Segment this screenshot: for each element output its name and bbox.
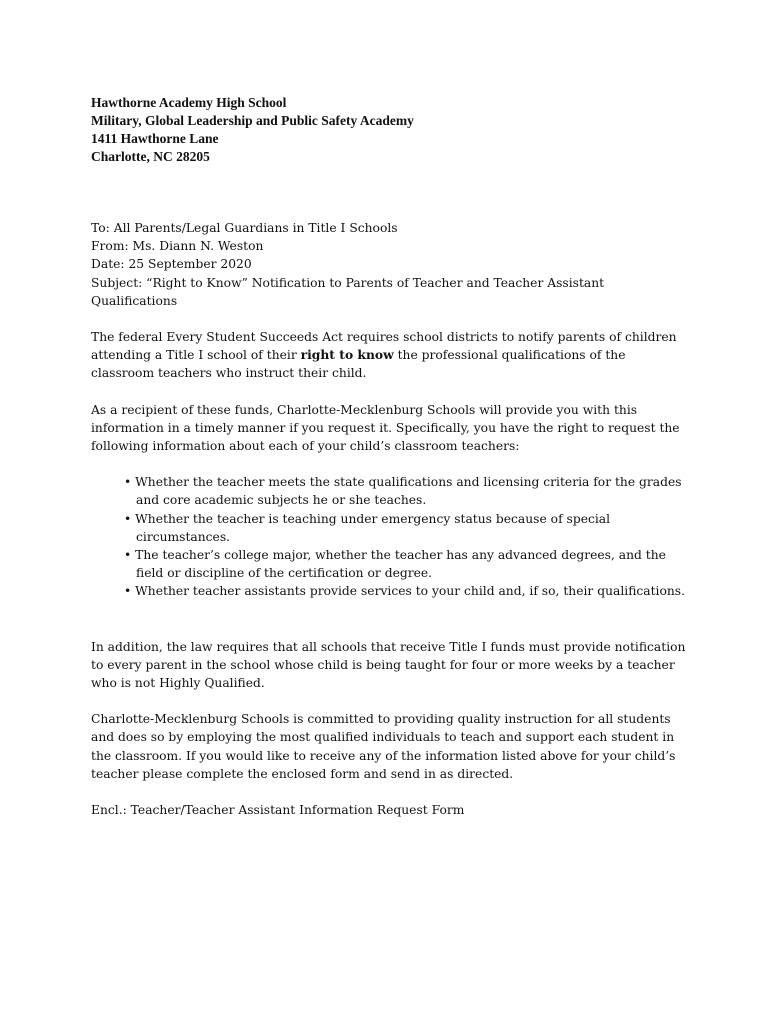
paragraph-funds: As a recipient of these funds, Charlotte-Mecklenburg Schools will provide you with this information in a timely manner if you request it. Specifically, you have the right to request the following information about each of your child’s classroom teachers: — [91, 402, 680, 454]
paragraph-1-text-b: the professional qualifications of the classroom teachers who instruct their child. — [91, 348, 626, 381]
memo-to: To: All Parents/Legal Guardians in Title I Schools — [91, 221, 398, 235]
right-to-know-emphasis: right to know — [300, 347, 394, 363]
list-item: • The teacher’s college major, whether the teacher has any advanced degrees, and the field or discipline of the certification or degree. — [124, 548, 666, 581]
information-list — [91, 473, 691, 600]
paragraph-1-text-a: The federal Every Student Succeeds Act requires school districts to notify parents of children attending a Title I school of their — [91, 330, 677, 363]
list-item: • Whether the teacher meets the state qualifications and licensing criteria for the grades and core academic subjects he or she teaches. — [124, 475, 682, 508]
memo-subject: Subject: “Right to Know” Notification to Parents of Teacher and Teacher Assistant Qualifications — [91, 275, 605, 308]
memo-header — [91, 219, 691, 310]
letter-page — [91, 94, 691, 819]
street-address: 1411 Hawthorne Lane — [91, 131, 219, 146]
memo-from: From: Ms. Diann N. Weston — [91, 239, 264, 254]
list-item: • Whether the teacher is teaching under emergency status because of special circumstances. — [124, 511, 611, 544]
list-item: • Whether teacher assistants provide services to your child and, if so, their qualifications. — [124, 584, 686, 599]
memo-date: Date: 25 September 2020 — [91, 257, 252, 272]
paragraph-title-i-notice: In addition, the law requires that all schools that receive Title I funds must provide notification to every parent in the school whose child is being taught for four or more weeks by a teacher who is not Highly Qualified. — [91, 639, 686, 691]
paragraph-commitment: Charlotte-Mecklenburg Schools is committed to providing quality instruction for all students and does so by employing the most qualified individuals to teach and support each student in the classroom. If you would like to receive any of the information listed above for your child’s teacher please complete the enclosed form and send in as directed. — [91, 712, 676, 781]
sender-address-block — [91, 94, 691, 166]
paragraph-right-to-know — [91, 328, 691, 383]
letter-body — [91, 328, 691, 819]
city-state-zip: Charlotte, NC 28205 — [91, 149, 210, 164]
enclosure-line: Encl.: Teacher/Teacher Assistant Information Request Form — [91, 803, 465, 818]
school-name: Hawthorne Academy High School — [91, 95, 287, 110]
academy-name: Military, Global Leadership and Public Safety Academy — [91, 113, 414, 128]
